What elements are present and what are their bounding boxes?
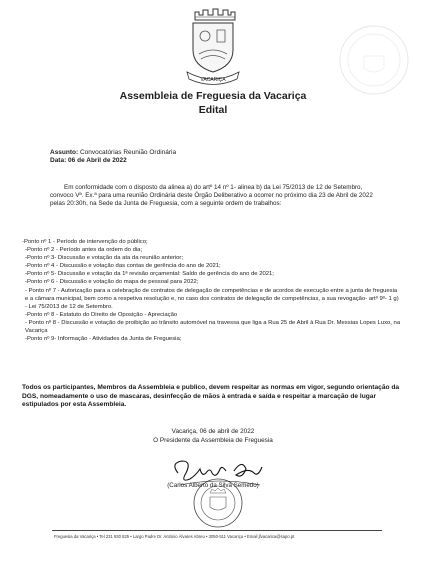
agenda-item: -Ponto nº 3- Discussão e votação da ata da reunião anterior; <box>25 255 184 262</box>
document-subtitle: Edital <box>198 104 228 116</box>
subject-label: Assunto: <box>50 149 79 156</box>
document-title: Assembleia de Freguesia da Vacariça <box>119 90 307 102</box>
place-date: Vacariça, 06 de abril de 2022 <box>171 428 255 435</box>
seal-watermark-icon <box>334 20 414 100</box>
subject-value: Convocatórias Reunião Ordinária <box>79 149 177 156</box>
agenda-list <box>22 238 402 343</box>
footer-contact: Freguesia da Vacariça • Tel 231 930 825 • Largo Padre Dr. António Álvares Abreu • 3050-511 Vacariça • Email jfvacarica@sapo.pt <box>54 534 295 539</box>
footer-divider <box>52 530 382 531</box>
covid-notice: Todos os participantes, Membros da Assembleia e publico, devem respeitar as normas em vigor, segundo orientação da DGS, nomeadamente o uso de mascaras, desinfecção de mãos à entrada e saída e respeitar a marcação de lugar estipulados por esta Assembleia. <box>22 384 400 409</box>
signature-stamp-icon <box>150 455 280 530</box>
agenda-item: - Ponto nº 7 - Autorização para a celebração de contratos de delegação de competências e de acordos de execução entre a junta de freguesia e a câmara municipal, bem como a respetiva resolução e, no caso dos contratos de delegação de competências, a sua revogação- artº 9º- 1 g) - Lei 75/2013 de 12 de Setembro. <box>25 287 399 310</box>
agenda-item: -Ponto nº 8 - Estatuto do Direito de Oposição - Apreciação <box>25 311 178 318</box>
signatory-role: O Presidente da Assembleia de Freguesia <box>153 437 273 444</box>
subject-block <box>50 149 176 165</box>
agenda-item: -Ponto nº 2 - Período antes da ordem do dia; <box>25 247 143 254</box>
intro-paragraph: Em conformidade com o disposto da alinea a) do artº 14 nº 1- alinea b) da Lei 75/2013 de 12 de Setembro, convoco Vª. Ex.ª para uma reunião Ordinária deste Órgão Deliberativo a ocorrer no próximo dia 23 de Abril de 2022 pelas 20:30h, na Sede da Junta de Freguesia, com a seguinte ordem de trabalhos: <box>50 184 373 208</box>
agenda-item: -Ponto nº 1 - Período de intervenção do público; <box>22 239 148 245</box>
crest-banner-text: VACARIÇA <box>200 77 226 83</box>
agenda-item: - Ponto nº 8 - Discussão e votação de proibição ao trânsito automóvel na travessa que liga a Rua 25 de Abril à Rua Dr. Messias Lopes Luxo, na Vacariça <box>25 319 401 335</box>
signatory-name: (Carlos Alberto da Silva Semedo) <box>167 482 259 489</box>
agenda-item: -Ponto nº 4 - Discussão e votação das contas de gerência do ano de 2021; <box>25 263 221 270</box>
agenda-item: -Ponto nº 5- Discussão e votação da 1ª revisão orçamental: Saldo de gerência do ano de 2021; <box>25 271 274 278</box>
agenda-item: -Ponto nº 6 - Discussão e votação do mapa de pessoal para 2022; <box>25 279 199 286</box>
agenda-item: -Ponto nº 9- Informação - Atividades da Junta de Freguesia; <box>25 336 182 343</box>
subject-date: Data: 06 de Abril de 2022 <box>50 157 127 164</box>
coat-of-arms-icon <box>181 6 245 86</box>
